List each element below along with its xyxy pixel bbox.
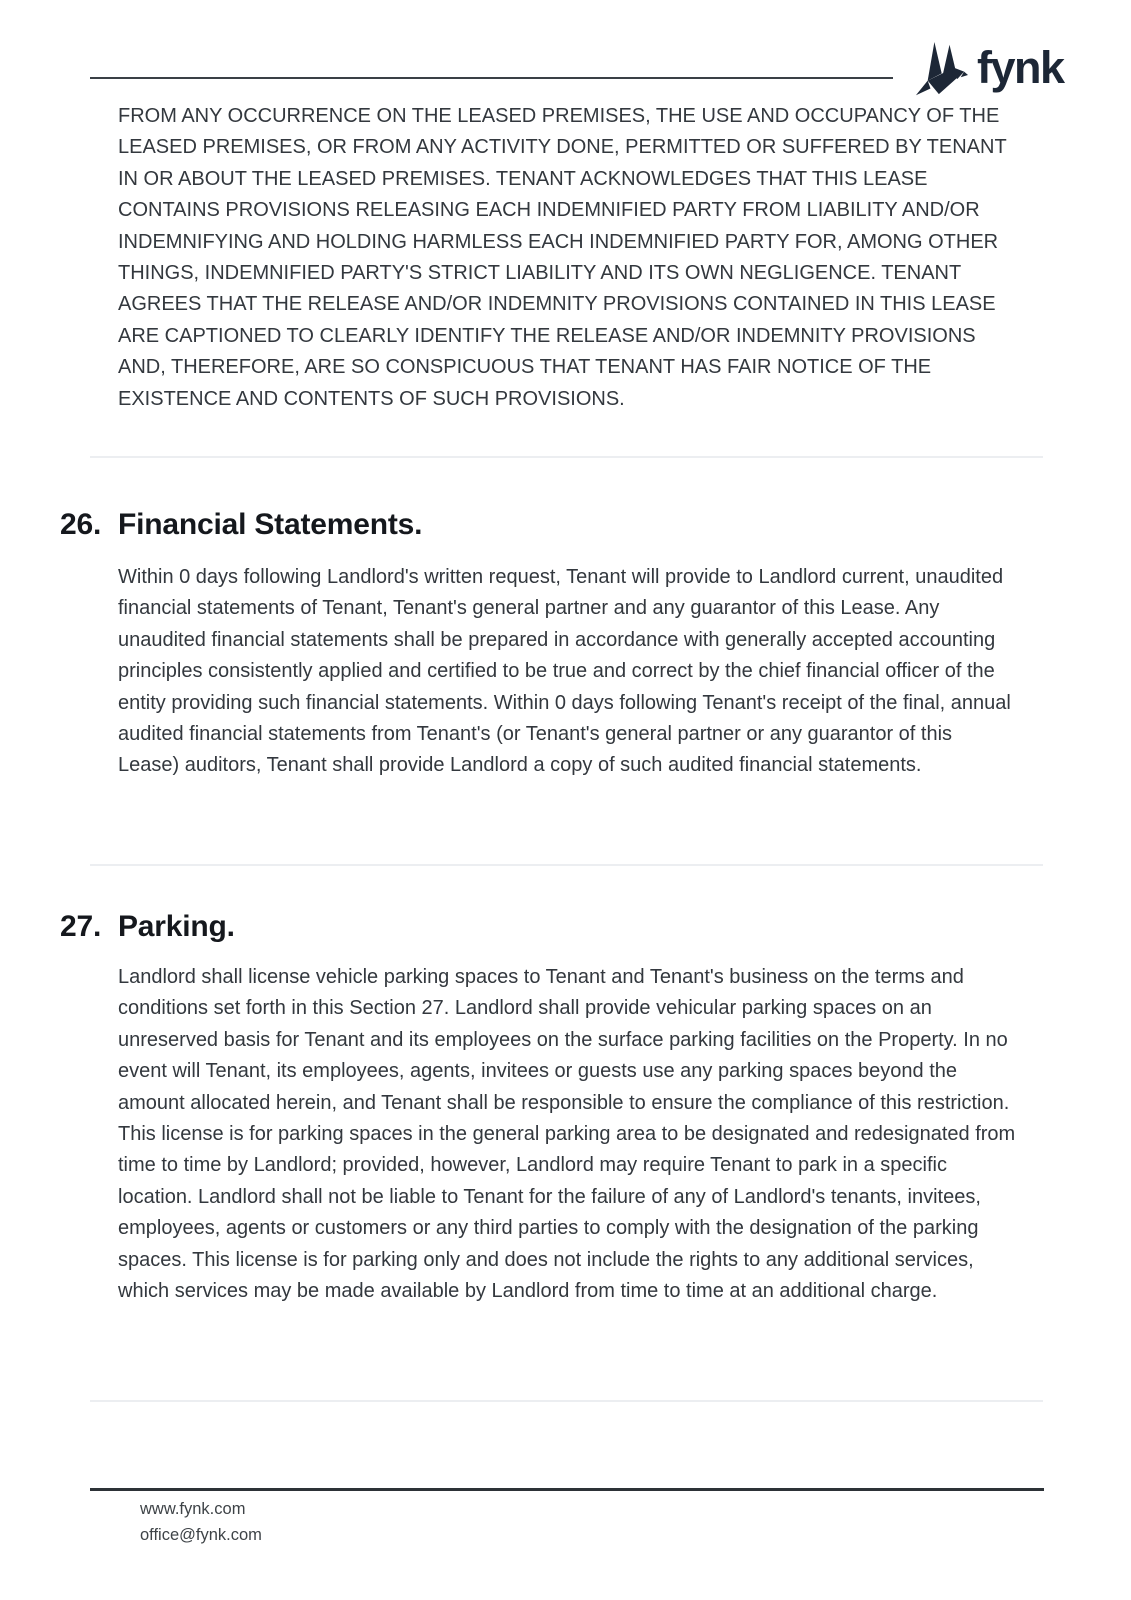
- email-link[interactable]: office@fynk.com: [140, 1526, 262, 1544]
- indemnity-paragraph: FROM ANY OCCURRENCE ON THE LEASED PREMISES, THE USE AND OCCUPANCY OF THE LEASED PREMISES, OR FROM ANY ACTIVITY DONE, PERMITTED OR SUFFERED BY TENANT IN OR ABOUT THE LEASED PREMISES. TENANT ACKNOWLEDGES THAT THIS LEASE CONTAINS PROVISIONS RELEASING EACH INDEMNIFIED PARTY FROM LIABILITY AND/OR INDEMNIFYING AND HOLDING HARMLESS EACH INDEMNIFIED PARTY FOR, AMONG OTHER THINGS, INDEMNIFIED PARTY'S STRICT LIABILITY AND ITS OWN NEGLIGENCE. TENANT AGREES THAT THE RELEASE AND/OR INDEMNITY PROVISIONS CONTAINED IN THIS LEASE ARE CAPTIONED TO CLEARLY IDENTIFY THE RELEASE AND/OR INDEMNITY PROVISIONS AND, THEREFORE, ARE SO CONSPICUOUS THAT TENANT HAS FAIR NOTICE OF THE EXISTENCE AND CONTENTS OF SUCH PROVISIONS.: [118, 105, 1007, 410]
- header-divider: [90, 77, 893, 79]
- website-link[interactable]: www.fynk.com: [140, 1500, 246, 1518]
- section-26-title: Financial Statements.: [118, 508, 423, 541]
- fynk-logo-text: fynk: [977, 41, 1064, 93]
- section-divider: [90, 1400, 1043, 1402]
- origami-crane-icon: [912, 42, 968, 98]
- footer-divider: [90, 1488, 1044, 1491]
- section-27-number: 27.: [60, 910, 102, 943]
- section-27-body: Landlord shall license vehicle parking spaces to Tenant and Tenant's business on the terms and conditions set forth in this Section 27. Landlord shall provide vehicular parking spaces on an unreserved basis for Tenant and its employees on the surface parking facilities on the Property. In no event will Tenant, its employees, agents, invitees or guests use any parking spaces beyond the amount allocated herein, and Tenant shall be responsible to ensure the compliance of this restriction. This license is for parking spaces in the general parking area to be designated and redesignated from time to time by Landlord; provided, however, Landlord may require Tenant to park in a specific location. Landlord shall not be liable to Tenant for the failure of any of Landlord's tenants, invitees, employees, agents or customers or any third parties to comply with the designation of the parking spaces. This license is for parking only and does not include the rights to any additional services, which services may be made available by Landlord from time to time at an additional charge.: [118, 966, 1016, 1303]
- section-divider: [90, 456, 1043, 458]
- page-footer: [140, 1496, 262, 1548]
- section-26-body: Within 0 days following Landlord's written request, Tenant will provide to Landlord current, unaudited financial statements of Tenant, Tenant's general partner and any guarantor of this Lease. Any unaudited financial statements shall be prepared in accordance with generally accepted accounting principles consistently applied and certified to be true and correct by the chief financial officer of the entity providing such financial statements. Within 0 days following Tenant's receipt of the final, annual audited financial statements from Tenant's (or Tenant's general partner or any guarantor of this Lease) auditors, Tenant shall provide Landlord a copy of such audited financial statements.: [118, 566, 1011, 777]
- section-divider: [90, 864, 1043, 866]
- section-27-heading: [60, 908, 235, 946]
- section-27-title: Parking.: [118, 910, 235, 943]
- fynk-logo: [912, 42, 1064, 98]
- section-26-heading: [60, 506, 422, 544]
- section-26-number: 26.: [60, 508, 102, 541]
